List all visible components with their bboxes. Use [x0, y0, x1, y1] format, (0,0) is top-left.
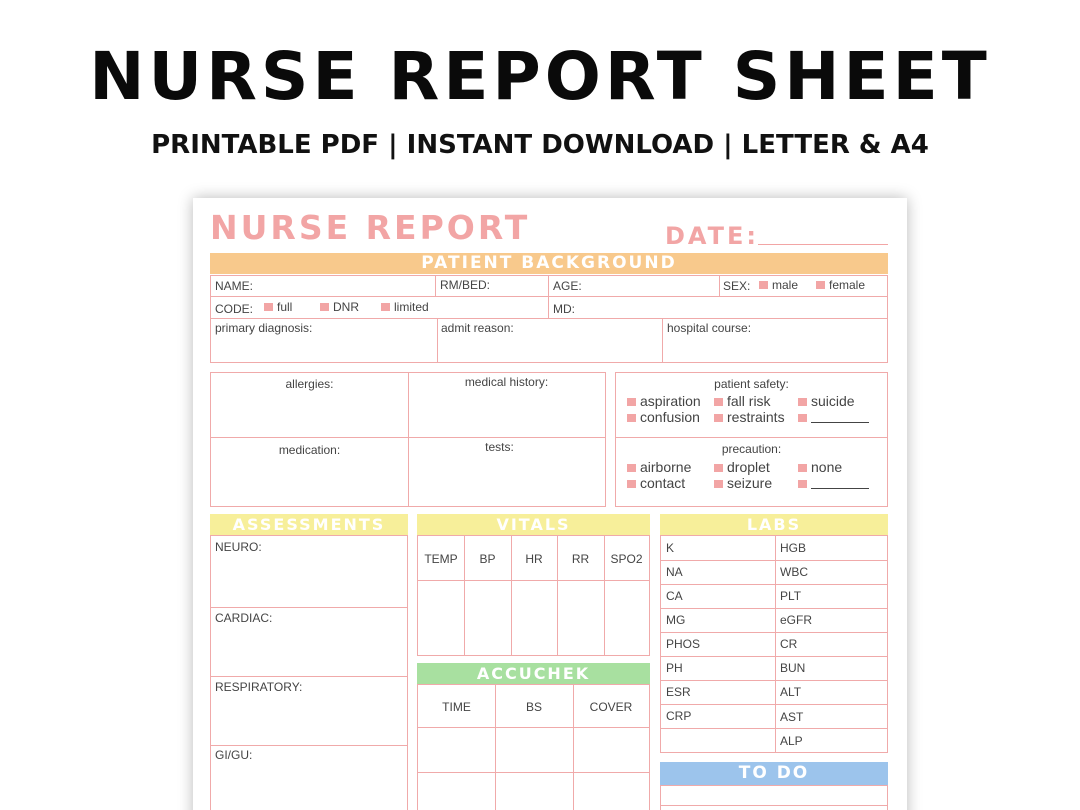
vitals-col-temp: TEMP	[424, 552, 458, 566]
vitals-col-bp: BP	[479, 552, 496, 566]
code-label: CODE:	[215, 302, 254, 316]
safety-other-checkbox[interactable]	[798, 409, 869, 425]
accuchek-grid	[417, 684, 650, 810]
todo-grid	[660, 785, 888, 810]
precaution-label: precaution:	[721, 442, 782, 456]
lab-plt: PLT	[780, 589, 802, 603]
restraints-checkbox[interactable]: restraints	[714, 409, 785, 425]
lab-alp: ALP	[780, 734, 803, 748]
droplet-checkbox[interactable]: droplet	[714, 459, 770, 475]
sex-male-checkbox[interactable]: male	[759, 278, 798, 292]
assessments-banner: ASSESSMENTS	[210, 514, 408, 535]
lab-na: NA	[666, 565, 683, 579]
seizure-checkbox[interactable]: seizure	[714, 475, 772, 491]
confusion-checkbox[interactable]: confusion	[627, 409, 700, 425]
vitals-banner: VITALS	[417, 514, 650, 535]
patient-safety-label: patient safety:	[714, 377, 789, 391]
lab-wbc: WBC	[780, 565, 808, 579]
lab-esr: ESR	[666, 685, 691, 699]
accuchek-banner: ACCUCHEK	[417, 663, 650, 684]
sheet-title: NURSE REPORT	[210, 208, 531, 247]
page-subtitle: PRINTABLE PDF | INSTANT DOWNLOAD | LETTER & A4	[151, 130, 929, 160]
patient-background-grid	[210, 275, 888, 363]
neuro-label: NEURO:	[215, 540, 262, 554]
patient-background-banner: PATIENT BACKGROUND	[210, 253, 888, 274]
lab-ph: PH	[666, 661, 683, 675]
fall-risk-checkbox[interactable]: fall risk	[714, 393, 771, 409]
lab-crp: CRP	[666, 709, 692, 723]
code-dnr-checkbox[interactable]: DNR	[320, 300, 359, 314]
accuchek-col-bs: BS	[525, 700, 542, 714]
medication-label: medication:	[278, 443, 341, 457]
rm-bed-label: RM/BED:	[440, 278, 491, 292]
tests-label: tests:	[485, 440, 514, 454]
airborne-checkbox[interactable]: airborne	[627, 459, 691, 475]
lab-cr: CR	[780, 637, 798, 651]
lab-alt: ALT	[780, 685, 802, 699]
vitals-col-spo2: SPO2	[610, 552, 643, 566]
accuchek-col-cover: COVER	[589, 700, 633, 714]
suicide-checkbox[interactable]: suicide	[798, 393, 855, 409]
md-label: MD:	[553, 302, 575, 316]
labs-banner: LABS	[660, 514, 888, 535]
date-label: DATE:	[665, 222, 759, 250]
primary-diagnosis-label: primary diagnosis:	[215, 321, 313, 335]
respiratory-label: RESPIRATORY:	[215, 680, 303, 694]
report-sheet	[193, 198, 907, 810]
assessments-grid	[210, 535, 408, 810]
sex-female-checkbox[interactable]: female	[816, 278, 865, 292]
todo-banner: TO DO	[660, 762, 888, 785]
medical-history-label: medical history:	[464, 375, 549, 389]
lab-mg: MG	[666, 613, 686, 627]
vitals-col-rr: RR	[571, 552, 590, 566]
gi-gu-label: GI/GU:	[215, 748, 253, 762]
allergies-label: allergies:	[285, 377, 334, 391]
page-title: NURSE REPORT SHEET	[89, 38, 991, 115]
code-full-checkbox[interactable]: full	[264, 300, 292, 314]
contact-checkbox[interactable]: contact	[627, 475, 685, 491]
name-label: NAME:	[215, 279, 254, 293]
lab-k: K	[666, 541, 675, 555]
history-grid	[210, 372, 606, 507]
lab-ast: AST	[780, 710, 804, 724]
none-checkbox[interactable]: none	[798, 459, 842, 475]
hospital-course-label: hospital course:	[667, 321, 752, 335]
safety-grid	[615, 372, 888, 507]
lab-egfr: eGFR	[780, 613, 813, 627]
lab-bun: BUN	[780, 661, 806, 675]
age-label: AGE:	[553, 279, 582, 293]
vitals-col-hr: HR	[525, 552, 543, 566]
accuchek-col-time: TIME	[442, 700, 471, 714]
sex-label: SEX:	[723, 279, 751, 293]
date-field[interactable]	[758, 244, 888, 245]
code-limited-checkbox[interactable]: limited	[381, 300, 429, 314]
lab-ca: CA	[666, 589, 683, 603]
aspiration-checkbox[interactable]: aspiration	[627, 393, 701, 409]
lab-phos: PHOS	[666, 637, 701, 651]
labs-grid	[660, 535, 888, 753]
cardiac-label: CARDIAC:	[215, 611, 273, 625]
admit-reason-label: admit reason:	[441, 321, 514, 335]
vitals-grid	[417, 535, 650, 656]
lab-hgb: HGB	[780, 541, 807, 555]
precaution-other-checkbox[interactable]	[798, 475, 869, 491]
